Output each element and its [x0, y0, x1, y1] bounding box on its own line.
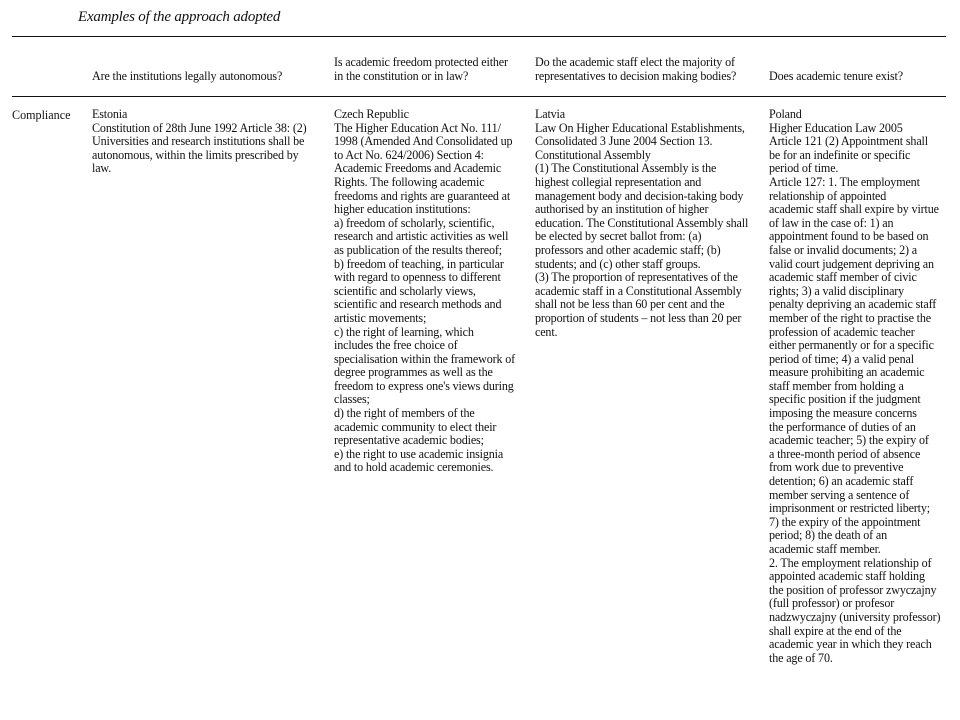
row-label-compliance: Compliance — [12, 108, 71, 122]
cell-line: the performance of duties of an — [769, 419, 916, 434]
cell-line: c) the right of learning, which — [334, 324, 474, 339]
header-line: in the constitution or in law? — [334, 69, 469, 84]
cell-line: penalty depriving an academic staff — [769, 297, 937, 312]
cell-line: autonomous, within the limits prescribed by — [92, 147, 299, 162]
cell-line: 7) the expiry of the appointment — [769, 514, 921, 529]
header-line: Is academic freedom protected either — [334, 55, 508, 70]
cell-line: academic staff shall expire by virtue — [769, 202, 939, 217]
cell-line: to Act No. 624/2006) Section 4: — [334, 147, 484, 162]
header-lines — [334, 56, 529, 84]
header-line: Do the academic staff elect the majority of — [535, 55, 735, 70]
cell-line: be elected by secret ballot from: (a) — [535, 229, 702, 244]
header-rule — [12, 96, 946, 97]
cell-line: academic community to elect their — [334, 419, 497, 434]
cell-line: professors and other academic staff; (b) — [535, 242, 721, 257]
cell-line: (full professor) or profesor — [769, 596, 895, 611]
cell-line: either permanently or for a specific — [769, 338, 934, 353]
cell-line: freedoms and rights are guaranteed at — [334, 188, 511, 203]
cell-line: d) the right of members of the — [334, 406, 475, 421]
header-lines — [92, 70, 322, 84]
cell-line: scientific and scholarly views, — [334, 283, 476, 298]
cell-line: Estonia — [92, 107, 128, 121]
cell-line: staff member from holding a — [769, 378, 904, 393]
cell-line: as publication of the results thereof; — [334, 242, 502, 257]
cell-line: member serving a sentence of — [769, 487, 910, 502]
cell-line: academic staff in a Constitutional Assembly — [535, 283, 742, 298]
cell-line: artistic movements; — [334, 310, 427, 325]
cell-line: appointed academic staff holding — [769, 569, 925, 584]
cell-line: Article 121 (2) Appointment shall — [769, 134, 928, 149]
cell-line: from work due to preventive — [769, 460, 904, 475]
cell-line: profession of academic teacher — [769, 324, 915, 339]
column-header-tenure — [769, 40, 944, 84]
cell-line: with regard to openness to different — [334, 270, 501, 285]
cell-line: imprisonment or restricted liberty; — [769, 501, 930, 516]
cell-line: Latvia — [535, 107, 565, 121]
cell-line: e) the right to use academic insignia — [334, 446, 504, 461]
cell-line: freedom to express one's views during — [334, 378, 514, 393]
cell-line: (1) The Constitutional Assembly is the — [535, 161, 717, 176]
cell-line: a) freedom of scholarly, scientific, — [334, 215, 495, 230]
header-line: Are the institutions legally autonomous? — [92, 69, 283, 84]
cell-line: Universities and research institutions shall be — [92, 134, 305, 149]
cell-latvia — [535, 108, 761, 339]
header-line: Does academic tenure exist? — [769, 69, 903, 84]
cell-line: Article 127: 1. The employment — [769, 174, 920, 189]
cell-line: Consolidated 3 June 2004 Section 13. — [535, 134, 713, 149]
cell-line: Rights. The following academic — [334, 174, 485, 189]
cell-line: academic staff member of civic — [769, 270, 917, 285]
cell-line: 1998 (Amended And Consolidated up — [334, 134, 513, 149]
column-header-elected-representatives — [535, 40, 760, 84]
cell-estonia — [92, 108, 324, 176]
cell-line: be for an indefinite or specific — [769, 147, 911, 162]
cell-line: period of time. — [769, 161, 839, 176]
cell-line: valid court judgement depriving an — [769, 256, 934, 271]
cell-line: academic year in which they reach — [769, 637, 932, 652]
cell-line: academic teacher; 5) the expiry of — [769, 433, 929, 448]
cell-line: representative academic bodies; — [334, 433, 484, 448]
cell-line: and to hold academic ceremonies. — [334, 460, 494, 475]
cell-line: Academic Freedoms and Academic — [334, 161, 502, 176]
cell-line: (3) The proportion of representatives of the — [535, 270, 738, 285]
cell-line: b) freedom of teaching, in particular — [334, 256, 504, 271]
cell-line: 2. The employment relationship of — [769, 555, 932, 570]
cell-line: specific position if the judgment — [769, 392, 921, 407]
header-lines — [535, 56, 760, 84]
cell-line: shall expire at the end of the — [769, 623, 902, 638]
cell-poland — [769, 108, 945, 665]
cell-line: Constitutional Assembly — [535, 147, 651, 162]
cell-line: highest collegial representation and — [535, 174, 702, 189]
header-line: representatives to decision making bodies? — [535, 69, 737, 84]
cell-line: Law On Higher Educational Establishments, — [535, 120, 745, 135]
cell-line: period of time; 4) a valid penal — [769, 351, 914, 366]
cell-line: member of the right to practise the — [769, 310, 931, 325]
cell-line: specialisation within the framework of — [334, 351, 516, 366]
cell-line: Poland — [769, 107, 802, 121]
header-lines — [769, 70, 944, 84]
cell-line: nadzwyczajny (university professor) — [769, 609, 941, 624]
cell-line: The Higher Education Act No. 111/ — [334, 120, 501, 135]
cell-line: appointment found to be based on — [769, 229, 929, 244]
cell-line: a three-month period of absence — [769, 446, 921, 461]
cell-czech-republic — [334, 108, 529, 475]
cell-line: scientific and research methods and — [334, 297, 502, 312]
cell-line: management body and decision-taking body — [535, 188, 744, 203]
cell-line: research and artistic activities as well — [334, 229, 509, 244]
cell-line: Higher Education Law 2005 — [769, 120, 903, 135]
cell-line: education. The Constitutional Assembly shall — [535, 215, 749, 230]
cell-line: cent. — [535, 324, 558, 339]
cell-line: includes the free choice of — [334, 338, 458, 353]
cell-line: authorised by an institution of higher — [535, 202, 709, 217]
cell-line: shall not be less than 60 per cent and the — [535, 297, 725, 312]
cell-line: classes; — [334, 392, 370, 407]
cell-line: higher education institutions: — [334, 202, 471, 217]
column-header-autonomy — [92, 40, 322, 84]
cell-line: relationship of appointed — [769, 188, 887, 203]
cell-line: measure prohibiting an academic — [769, 365, 925, 380]
cell-line: law. — [92, 161, 112, 176]
cell-line: academic staff member. — [769, 542, 881, 556]
cell-line: students; and (c) other staff groups. — [535, 256, 701, 271]
top-rule — [12, 36, 946, 37]
cell-line: degree programmes as well as the — [334, 365, 493, 380]
cell-line: false or invalid documents; 2) a — [769, 242, 918, 257]
cell-line: the position of professor zwyczajny — [769, 582, 937, 597]
cell-line: the age of 70. — [769, 650, 833, 665]
cell-line: detention; 6) an academic staff — [769, 474, 914, 489]
cell-line: proportion of students – not less than 20 per — [535, 310, 742, 325]
table-caption: Examples of the approach adopted — [78, 9, 281, 25]
cell-line: period; 8) the death of an — [769, 528, 888, 543]
cell-line: imposing the measure concerns — [769, 406, 917, 421]
cell-line: Constitution of 28th June 1992 Article 38: (2) — [92, 120, 307, 135]
column-header-academic-freedom — [334, 40, 529, 84]
cell-line: Czech Republic — [334, 107, 409, 121]
cell-line: of law in the case of: 1) an — [769, 215, 894, 230]
cell-line: rights; 3) a valid disciplinary — [769, 283, 905, 298]
